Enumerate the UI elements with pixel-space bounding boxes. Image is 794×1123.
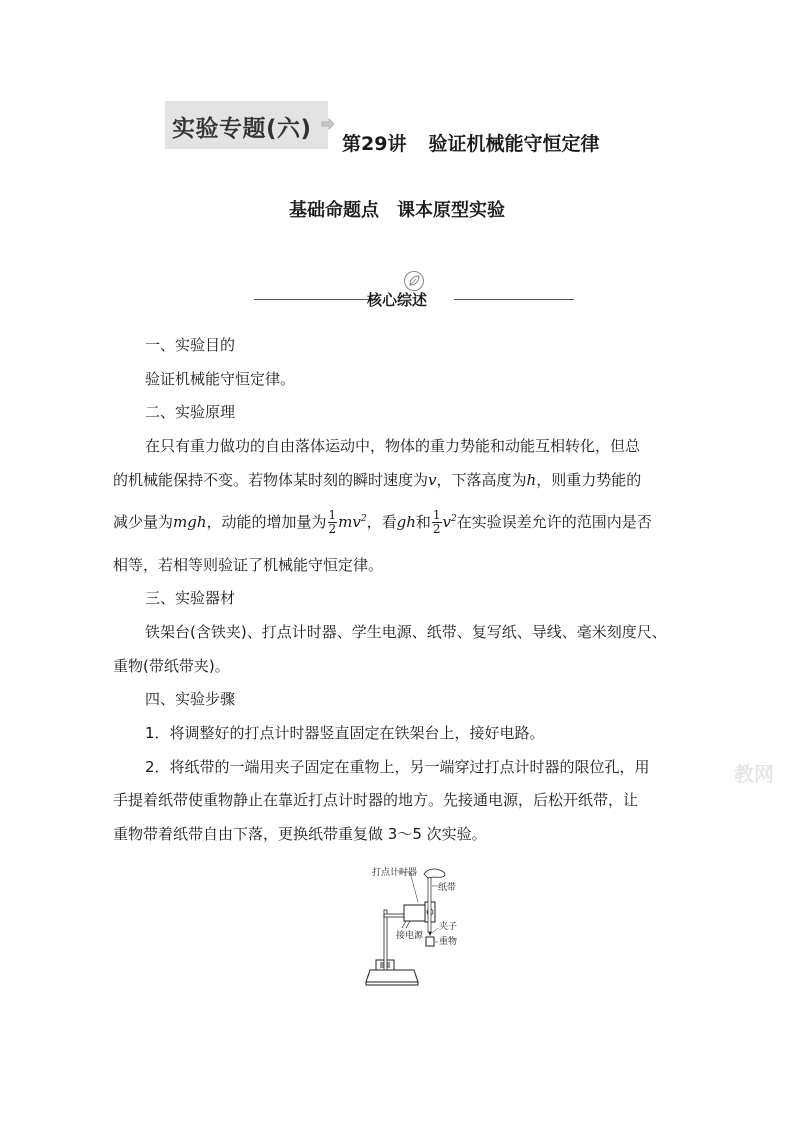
expr-v2: $v^2$ <box>442 513 457 531</box>
subtitle-right: 课本原型实验 <box>397 200 505 221</box>
arrow-icon <box>320 116 336 132</box>
paragraph-purpose: 验证机械能守恒定律。 <box>145 370 296 388</box>
section-subtitle <box>0 196 794 222</box>
equipment-line-2: 重物(带纸带夹)。 <box>113 657 230 675</box>
fraction-half-2: $\frac{1}{2}$ <box>432 508 441 536</box>
heading-equipment: 三、实验器材 <box>145 589 236 607</box>
label-timer: 打点计时器 <box>372 868 418 878</box>
label-clip: 夹子 <box>439 922 458 932</box>
step-1: 1．将调整好的打点计时器竖直固定在铁架台上，接好电路。 <box>145 724 545 742</box>
step-2-line-3: 重物带着纸带自由下落，更换纸带重复做 3～5 次实验。 <box>113 825 487 843</box>
label-power: 接电源 <box>396 931 424 941</box>
principle-line-4: 相等，若相等则验证了机械能守恒定律。 <box>113 556 384 574</box>
fraction-half: $\frac{1}{2}$ <box>328 508 337 536</box>
principle-line-1: 在只有重力做功的自由落体运动中，物体的重力势能和动能互相转化，但总 <box>145 437 641 455</box>
var-v: v <box>428 471 437 489</box>
label-tape: 纸带 <box>438 883 457 893</box>
lecture-number: 第29讲 <box>342 133 407 155</box>
heading-principle: 二、实验原理 <box>145 403 236 421</box>
lecture-title: 验证机械能守恒定律 <box>428 133 600 155</box>
expr-mv2: $mv^2$ <box>338 513 367 531</box>
watermark: 教网 <box>734 762 774 786</box>
subtitle-left: 基础命题点 <box>289 200 379 221</box>
heading-steps: 四、实验步骤 <box>145 690 236 708</box>
lecture-heading <box>342 129 599 156</box>
var-h: h <box>526 471 537 489</box>
section-title: 核心综述 <box>366 291 427 309</box>
principle-line-3: 减少量为mgh，动能的增加量为 $\frac{1}{2}$ $mv^2$，看gh和 $\frac{1}{2}$ $v^2$在实验误差允许的范围内是否 <box>113 508 652 536</box>
step-2-line-2: 手提着纸带使重物静止在靠近打点计时器的地方。先接通电源，后松开纸带，让 <box>113 791 639 809</box>
chapter-tab-label: 实验专题(六) <box>172 116 312 142</box>
principle-line-2: 的机械能保持不变。若物体某时刻的瞬时速度为v，下落高度为h，则重力势能的 <box>113 471 642 489</box>
expr-gh: gh <box>396 513 416 531</box>
apparatus-figure <box>362 862 472 992</box>
step-2-line-1: 2．将纸带的一端用夹子固定在重物上，另一端穿过打点计时器的限位孔，用 <box>145 758 650 776</box>
label-weight: 重物 <box>439 937 458 947</box>
expr-mgh: mgh <box>173 513 207 531</box>
heading-purpose: 一、实验目的 <box>145 336 236 354</box>
equipment-line-1: 铁架台(含铁夹)、打点计时器、学生电源、纸带、复写纸、导线、毫米刻度尺、 <box>145 623 667 641</box>
